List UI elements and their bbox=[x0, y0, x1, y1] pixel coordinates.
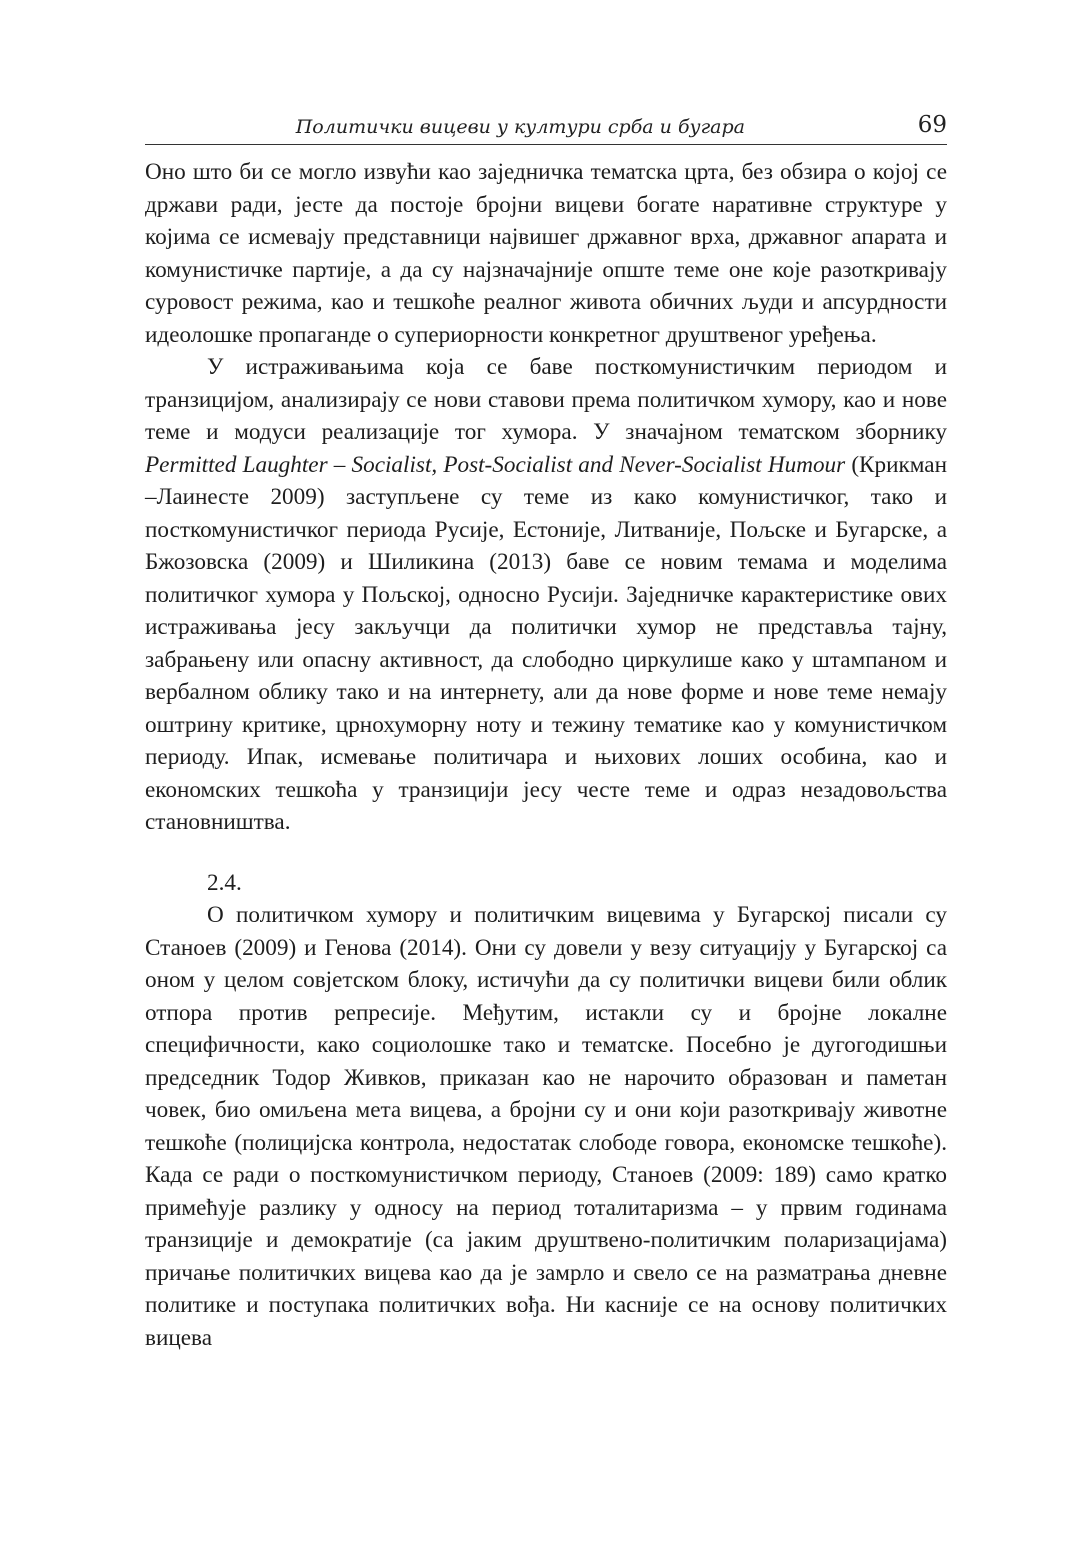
paragraph-2 bbox=[145, 351, 947, 839]
paragraph-2-text-start: У истраживањима која се баве посткомунистичким периодом и транзицијом, анализирају се нови ставови према политичком хумору, као и нове теме и модуси реализације тог хумора. У значајном тематском зборнику bbox=[145, 354, 947, 445]
running-header bbox=[145, 112, 947, 145]
book-title: Permitted Laughter – Socialist, Post-Socialist and Never-Socialist Humour bbox=[145, 451, 846, 478]
body-text bbox=[145, 156, 947, 1354]
section-number: 2.4. bbox=[207, 869, 242, 896]
page-number: 69 bbox=[917, 112, 947, 138]
paragraph-2-text-end: (Крикман –Лаинесте 2009) заступљене су теме из како комунистичког, тако и посткомунистичког периода Русије, Естоније, Литваније, Пољске и Бугарске, а Бжозовска (2009) и Шиликина (2013) баве се новим темама и моделима политичког хумора у Пољској, односно Русији. Заједничке карактеристике ових истраживања јесу закључци да политички хумор не представља тајну, забрањену или опасну активност, да слободно циркулише како у штампаном и вербалном облику тако и на интернету, али да нове форме и нове теме немају оштрину критике, црнохуморну ноту и тежину тематике као у комунистичком периоду. Ипак, исмевање политичара и њихових лоших особина, као и економских тешкоћа у транзицији јесу честе теме и одраз незадовољства становништва. bbox=[145, 451, 947, 835]
paragraph-1: Оно што би се могло извући као заједничка тематска црта, без обзира о којој се држави ради, јесте да постоје бројни вицеви богате наративне структуре у којима се исмевају представници највишег државног врха, државног апарата и комунистичке партије, а да су најзначајније опште теме оне које разоткривају суровост режима, као и тешкоће реалног живота обичних људи и апсурдности идеолошке пропаганде о супериорности конкретног друштвеног уређења. bbox=[145, 159, 947, 348]
running-title: Политички вицеви у култури срба и бугара bbox=[295, 116, 745, 138]
paragraph-3: О политичком хумору и политичким вицевима у Бугарској писали су Станоев (2009) и Генова (2014). Они су довели у везу ситуацију у Бугарској са оном у целом совјетском блоку, истичући да су политички вицеви били облик отпора против репресије. Међутим, истакли су и бројне локалне специфичности, како социолошке тако и тематске. Посебно је дугогодишњи председник Тодор Живков, приказан као не нарочито образован и паметан човек, био омиљена мета вицева, а бројни су и они који разоткривају животне тешкоће (полицијска контрола, недостатак слободе говора, економске тешкоће). Када се ради о посткомунистичком периоду, Станоев (2009: 189) само кратко примећује разлику у односу на период тоталитаризма – у првим годинама транзиције и демократије (са јаким друштвено-политичким поларизацијама) причање политичких вицева као да је замрло и свело се на разматрања дневне политике и поступака политичких вођа. Ни касније се на основу политичких вицева bbox=[145, 902, 947, 1351]
